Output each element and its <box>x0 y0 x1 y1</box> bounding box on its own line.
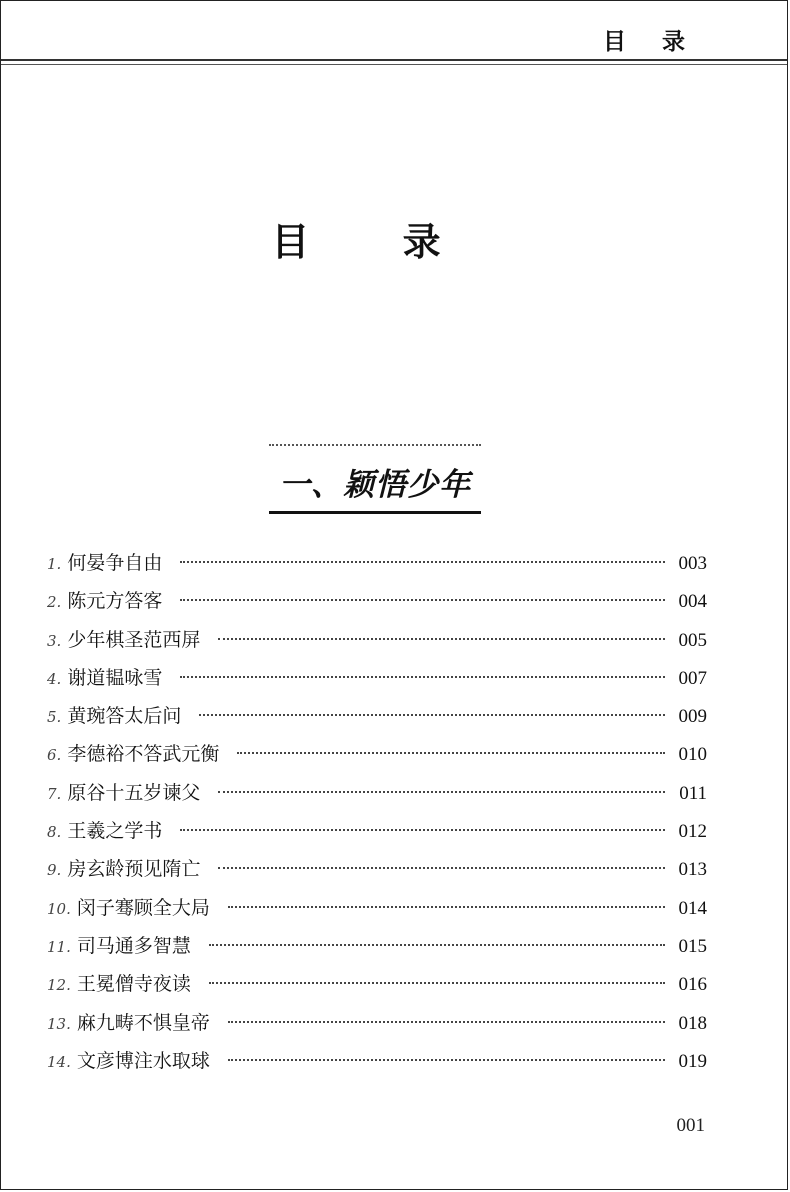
dot-leader <box>180 561 664 563</box>
toc-number: 8. <box>47 823 62 842</box>
toc-page-number: 011 <box>679 782 707 804</box>
toc-page-number: 010 <box>678 744 707 766</box>
header-rule-thin <box>1 64 787 65</box>
toc-number: 2. <box>47 593 62 612</box>
toc-entry[interactable] <box>47 812 707 850</box>
section-dotted-rule <box>269 444 481 446</box>
toc-number: 7. <box>47 784 62 803</box>
toc-page-number: 014 <box>678 897 707 919</box>
section-heading: 一、颖悟少年 <box>279 467 471 503</box>
toc-number: 3. <box>47 631 62 650</box>
toc-entry[interactable] <box>47 544 707 582</box>
toc-entry[interactable] <box>47 889 707 927</box>
toc-page-number: 019 <box>678 1050 707 1072</box>
toc-number: 11. <box>47 937 71 956</box>
toc-title: 原谷十五岁谏父 <box>67 781 201 804</box>
toc-number: 14. <box>47 1052 71 1071</box>
toc-title: 黄琬答太后问 <box>67 705 182 728</box>
dot-leader <box>228 1059 665 1061</box>
toc-number: 10. <box>47 899 71 918</box>
section-underline <box>269 511 481 514</box>
toc-entry[interactable] <box>47 850 707 888</box>
toc-title: 少年棋圣范西屏 <box>67 628 201 651</box>
dot-leader <box>199 714 664 716</box>
toc-page-number: 012 <box>678 821 707 843</box>
dot-leader <box>218 638 664 640</box>
toc-number: 4. <box>47 669 62 688</box>
page-number: 001 <box>676 1115 705 1136</box>
toc-page-number: 004 <box>678 591 707 613</box>
toc-title: 李德裕不答武元衡 <box>67 743 220 766</box>
toc-page-number: 005 <box>678 629 707 651</box>
toc-page-number: 016 <box>678 974 707 996</box>
toc-entry[interactable] <box>47 774 707 812</box>
toc-title: 麻九畴不惧皇帝 <box>76 1011 210 1034</box>
dot-leader <box>180 599 664 601</box>
toc-number: 6. <box>47 746 62 765</box>
dot-leader <box>237 752 664 754</box>
toc-title: 闵子骞顾全大局 <box>76 896 210 919</box>
toc-page-number: 009 <box>678 706 707 728</box>
toc-title: 王羲之学书 <box>67 820 163 843</box>
page-title: 目 录 <box>271 220 481 264</box>
table-of-contents <box>47 544 707 1080</box>
toc-page-number: 013 <box>678 859 707 881</box>
toc-number: 13. <box>47 1014 71 1033</box>
toc-number: 9. <box>47 861 62 880</box>
toc-entry[interactable] <box>47 1004 707 1042</box>
header-rule <box>1 59 787 61</box>
toc-title: 文彦博注水取球 <box>76 1049 210 1072</box>
toc-page-number: 015 <box>678 935 707 957</box>
dot-leader <box>209 944 665 946</box>
toc-entry[interactable] <box>47 621 707 659</box>
toc-title: 司马通多智慧 <box>76 934 191 957</box>
toc-entry[interactable] <box>47 735 707 773</box>
toc-number: 5. <box>47 708 62 727</box>
dot-leader <box>218 791 665 793</box>
toc-entry[interactable] <box>47 927 707 965</box>
toc-number: 1. <box>47 555 62 573</box>
toc-title: 陈元方答客 <box>67 590 163 613</box>
running-head: 目 录 <box>602 29 699 55</box>
toc-page-number: 003 <box>678 553 707 574</box>
toc-title: 何晏争自由 <box>67 552 163 574</box>
toc-entry[interactable] <box>47 697 707 735</box>
dot-leader <box>228 906 665 908</box>
toc-number: 12. <box>47 976 71 995</box>
toc-title: 王冕僧寺夜读 <box>76 973 191 996</box>
dot-leader <box>218 867 664 869</box>
toc-entry[interactable] <box>47 582 707 620</box>
toc-page-number: 018 <box>678 1012 707 1034</box>
toc-entry[interactable] <box>47 1042 707 1080</box>
dot-leader <box>209 982 665 984</box>
toc-entry[interactable] <box>47 965 707 1003</box>
dot-leader <box>228 1021 665 1023</box>
toc-page-number: 007 <box>678 667 707 689</box>
toc-title: 谢道韫咏雪 <box>67 666 163 689</box>
dot-leader <box>180 829 664 831</box>
toc-title: 房玄龄预见隋亡 <box>67 858 201 881</box>
toc-entry[interactable] <box>47 659 707 697</box>
dot-leader <box>180 676 664 678</box>
